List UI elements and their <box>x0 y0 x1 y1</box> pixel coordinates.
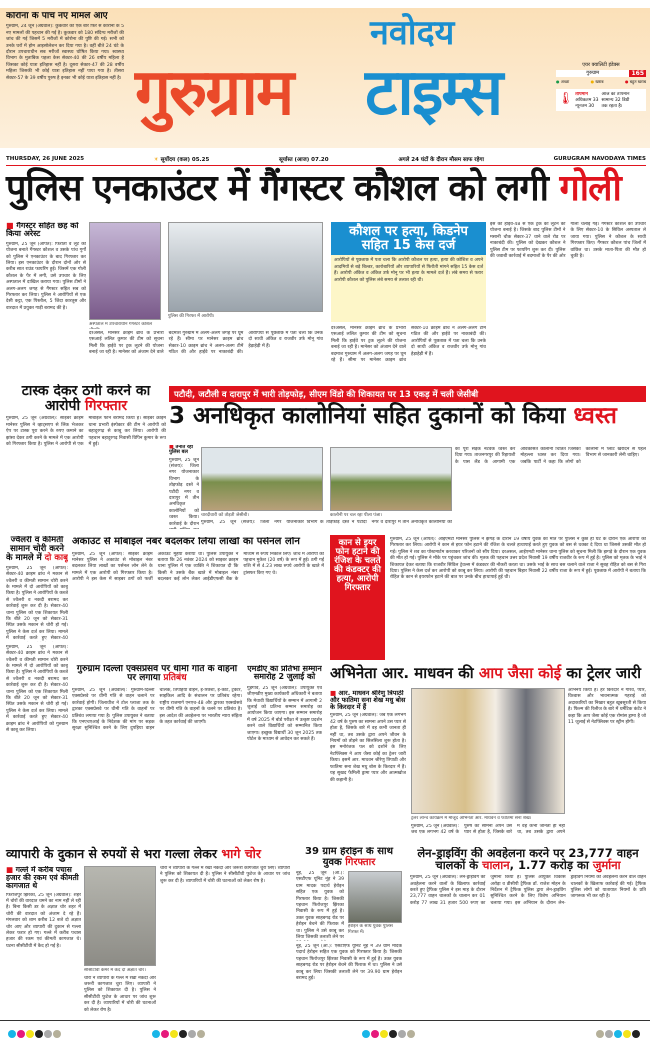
brand-top: नवोदय <box>370 13 455 53</box>
aqi-city: गुरुग्राम <box>556 70 629 77</box>
print-margin-line <box>0 1020 650 1021</box>
aqi-value: 165 <box>631 70 644 77</box>
lead-body-right: इस को हाईवे-48 से एक ट्रक को लूटने की योजना बनाई है। जिसके बाद पुलिस टीमों ने मसानी चौक सेक्टर-37 थाने वाले रोड पर नाकाबंदी की। पुलिस को देखकर कौशल ने पुलिस टीम पर फायरिंग शुरू कर दी। पुलिस की जवाबी कार्रवाई में बदमाशों के पैर की ओर गोली चलाई गई। गैंगस्टर कौशल को उपचार के लिए सेक्टर-10 के सिविल अस्पताल ले जाया गया। पुलिस ने कौशल के साथी गिरफ्तार किए। गैंगस्टर कौशल पांच जिलों में वांछित था। उसके माता-पिता की मौत हो चुकी है। <box>490 222 646 260</box>
jewelry-body: गुरुग्राम, 25 जून (अर्पित): सेक्टर-40 क्राइम ब्रांच ने मकान से ज्वैलरी व कीमती सामान चोरी करने के मामले में दो आरोपियों को काबू किया है। पुलिस ने आरोपियों के कब्जे से ज्वैलरी व नकदी बरामद कर कार्रवाई शुरू कर दी है। सेक्टर-40 थाना पुलिस को एक शिकायत मिली कि बीते 20 जून को सेक्टर-31 स्थित उसके मकान से चोरी हो गई। पुलिस ने केस दर्ज कर लिया। मामले में कार्रवाई करते हुए सेक्टर-40 <box>6 565 68 642</box>
demolition-body-bottom: गुरुग्राम, 25 जून (संजय): जिला नगर योजनाकार विभाग के तोड़फोड़ दस्ते ने पटौदी नगर व दारापुर में तीन अनधिकृत कालोनियों को <box>201 520 452 525</box>
heroin-body-bottom: नूंह, 25 जून (आ.): एसटीएफ यूनिट नूंह ने 39 ग्राम मादक पदार्थ हेरोइन सहित एक युवक को गिरफ्तार किया है। जिसकी पहचान फिरोजपुर झिरका निवासी के रूप में हुई है। उक्त युवक साहबगढ़ रोड पर हेरोइन बेचने की फिराक में था। पुलिस ने उसे काबू कर लिया जिसकी तलाशी लेने पर 39.90 ग्राम हेरोइन बरामद हुई। <box>296 944 402 982</box>
corona-brief <box>6 12 124 124</box>
corona-body: गुरुग्राम, 24 जून (अग्रवाल): कुकवार को एक बार फिर से कोरोना के 5 नए मामलों की पहचान की गई है। कुकवार को 180 संदिग्ध मरीजों की जांच की गई जिसमें 5 मरीजों में कोरोना की पुष्टि की गई। सभी को उनके घरों में होम आइसोलेशन कर दिया गया है। वहीं बीते 24 घंटे के दौरान उपचाराधीन सब मरीजों स्वास्थ्य घोषित किया गया। स्वास्थ्य विभाग के मुताबिक पहला केस सेक्टर-40 की 26 वर्षीय महिला है जिसका कोई यात्रा इतिहास नहीं है। दूसरा सेक्टर-47 की 28 वर्षीय महिला जिसकी भी कोई यात्रा इतिहास नहीं पाया गया है। तीसरा सेक्टर-57 के 39 वर्षीय पुरुष है इनका भी कोई यात्रा इतिहास नहीं है। <box>6 24 124 81</box>
lead-body-continued: दरअसल, मानेसर क्राइम ब्रांच के प्रभारी एसआई ललित कुमार की टीम को सूचना मिली कि हाईवे पर ट्रक लूटने की योजना बनाई जा रही है। मानेसर को अंजाम देने वाले बदमाश गुरुग्राम में अलग-अलग जगह पर घूम रहे हैं। सीमा पर मानेसर क्राइम ब्रांच सेक्टर-10 क्राइम ब्रांच ने अलग-अलग टीमें गठित की और हाईवे पर नाकाबंदी की। आरोपियों से पूछताछ में पता चला कि उनके दो साथी अंकित व राजवीर उर्फ मोनू गांव हेड़ाहेड़ी में हैं। <box>89 331 323 356</box>
madhavan-photo-caption: ट्रेलर लॉन्च कार्यक्रम में मौजूद अभिनेता आर. माधवन व फातिमा सना शेख। <box>411 816 532 821</box>
theft-headline: व्यापारी के दुकान से रुपयों से भरा गल्ला लेकर भागे चोर <box>6 846 262 861</box>
color-registration-marks-2 <box>152 1023 206 1042</box>
temp-min: न्यूनतम 30 <box>575 104 595 109</box>
task-headline: टास्क देकर ठगी करने का आरोपी गिरफ्तार <box>21 384 151 414</box>
demolition-photo-1 <box>201 447 323 511</box>
lead-body: गुरुग्राम, 25 जून (अर्पित): फिरौती व लूट की योजना बनाते गैंगस्टर कौशल व उसके पांच गुर्गों को पुलिस ने एनकाउंटर के बाद गिरफ्तार कर लिया। इस एनकाउंटर के दौरान दोनों ओर से करीब सात राउंड फायरिंग हुई। जिसमें एक गोली कौशल के पैर में लगी, उसे उपचार के लिए अस्पताल में दाखिल कराया गया। पुलिस टीमों ने अलग-अलग जगह से गैंगस्टर सहित सब को गिरफ्तार कर लिया। पुलिस ने आरोपियों से एक देसी कट्टा, एक पिस्तौल, 5 जिंदा कारतूस और वारदात में प्रयुक्त गाड़ी बरामद की है। <box>6 241 86 311</box>
madhavan-headline: अभिनेता आर. माधवन की आप जैसा कोई का ट्रेलर जारी <box>330 664 642 682</box>
madhavan-sub: ■ आर. माधवन श्रीरेणु त्रिपाठी और फातिमा सना शेख मधु बोस के किरदार में हैं <box>330 690 406 710</box>
challan-headline: लेन-ड्राइविंग की अवहेलना करने पर 23,777 वाहन चालकों के चालान, 1.77 करोड़ का जुर्माना <box>417 847 639 873</box>
heroin-body: नूंह, 25 जून (आ.): एसटीएफ यूनिट नूंह ने 39 ग्राम मादक पदार्थ हेरोइन सहित एक युवक को गिरफ्तार किया है। जिसकी पहचान फिरोजपुर झिरका निवासी के रूप में हुई है। उक्त युवक साहबगढ़ रोड पर हेरोइन बेचने की फिराक में था। पुलिस ने उसे काबू कर लिया जिसकी तलाशी लेने पर <box>296 871 344 941</box>
demolition-photo1-caption: चारदीवारी को तोड़ती जेसीबी। <box>201 513 249 518</box>
sun-icon: ☀ <box>153 156 159 163</box>
mda-body: गुड़गांव, 25 जून (अग्रवाल): उपायुक्त एवं जीएमडीए मुख्य कार्यकारी अधिकारी ने बताया कि मेधावी विद्यार्थियों के सम्मान में आगामी 2 जुलाई को प्रतिभा सम्मान समारोह का आयोजन किया जाएगा। इस सम्मान समारोह में वर्ष 2025 में बोर्ड परीक्षा में उत्कृष्ट प्रदर्शन करने वाले विद्यार्थियों को सम्मानित किया जाएगा। इच्छुक विद्यार्थी 30 जून 2025 तक पोर्टल के माध्यम से आवेदन कर सकते हैं। <box>247 685 322 743</box>
lead-photo2-caption: पुलिस की गिरफ्त में आरोपी। <box>168 314 215 319</box>
temp-title: तापमान <box>575 92 588 97</box>
theft-sub: ■ गल्ले में करीब पचास हजार की रकम एवं कीमती कागजात थे <box>6 866 81 890</box>
heroin-photo <box>348 871 402 923</box>
brand-right: टाइम्स <box>365 56 502 130</box>
task-body: गुरुग्राम, 25 जून (अग्रवाल): साइबर क्राइम मानेसर पुलिस ने व्हाट्सएप से लिंक भेजकर ऐप पर टास्क पूरा करने के रुपए कमाने का झांसा देकर ठगी करने के मामले में एक आरोपी को गिरफ्तार किया है। पुलिस ने आरोपी से एक मोबाइल फोन बरामद किया है। साइबर क्राइम थाना प्रभारी इंस्पेक्टर की टीम ने आरोपी को बहादुरगढ़ से काबू कर लिया। आरोपी की पहचान बहादुरगढ़ निवासी विपिन कुमार के रूप में हुई। <box>6 416 166 447</box>
lead-infobox <box>331 222 486 322</box>
madhavan-photo <box>411 688 565 814</box>
loan-headline: अकाउंट से मोबाइल नंबर बदलकर लिया लाखों का पर्सनल लोन <box>72 537 300 547</box>
demolition-photo2-caption: कालोनी पर चल रहा पीला पंजा। <box>330 513 383 518</box>
aqi-legend-bad: ● खराब <box>590 79 604 84</box>
mda-headline: एमडीए का प्रतिभा सम्मान समारोह 2 जुलाई को <box>247 665 322 682</box>
masthead <box>0 8 650 148</box>
demolition-photo-2 <box>330 447 452 511</box>
lead-headline: पुलिस एनकाउंटर में गैंगस्टर कौशल को लगी गोली <box>6 168 621 209</box>
lead-body-bottom: दरअसल, मानेसर क्राइम ब्रांच के प्रभारी एसआई ललित कुमार की टीम को सूचना मिली कि हाईवे पर ट्रक लूटने की योजना बनाई जा रही है। मानेसर को अंजाम देने वाले बदमाश गुरुग्राम में अलग-अलग जगह पर घूम रहे हैं। सीमा पर मानेसर क्राइम ब्रांच सेक्टर-10 क्राइम ब्रांच ने अलग-अलग टीमें गठित की और हाईवे पर नाकाबंदी की। आरोपियों से पूछताछ में पता चला कि उनके दो साथी अंकित व राजवीर उर्फ मोनू गांव हेड़ाहेड़ी में हैं। <box>331 326 486 364</box>
corona-headline: कोरोना के पांच नए मामले आए <box>6 12 108 21</box>
lead-photo-accused <box>168 222 323 312</box>
jewelry-headline: ज्वैलरी व कीमती सामान चोरी करने के मामले में दो काबू <box>6 536 68 563</box>
challan-body: गुरुग्राम, 25 जून (अग्रवाल): लेन-ड्राइविंग की अवहेलना करने वालों के खिलाफ कार्रवाई करते हुए ट्रैफिक पुलिस ने इस माह के दौरान 23,777 वाहन चालकों के चालान कर 01 करोड़ 77 लाख 31 हजार 500 रुपए का जुर्माना किया है। पुलिस आयुक्त विकास अरोड़ा व डीसीपी ट्रैफिक डॉ. राजेश मोहन के निर्देशन में ट्रैफिक पुलिस द्वारा लेन-ड्राइविंग सुनिश्चित करने के लिए विशेष अभियान चलाया गया। इस अभियान के दौरान लेन-ड्राइविंग नियमों की अवहेलना करने वाले वाहन चालकों के खिलाफ कार्रवाई की गई। ट्रैफिक पुलिस लोगों को यातायात नियमों के प्रति जागरूक भी कर रही है। <box>410 875 646 906</box>
thermometer-icon: 🌡 <box>558 91 574 105</box>
demolition-banner: पटौदी, जटौली व दारापुर में भारी तोड़फोड़, सीएम विंडो की शिकायत पर 13 एकड़ में चली जेसीबी <box>169 386 646 402</box>
brand-left: गुरुग्राम <box>135 56 293 130</box>
infobox-title: कौशल पर हत्या, किडनेप सहित 15 केस दर्ज <box>331 222 486 255</box>
color-registration-marks <box>8 1023 62 1042</box>
madhavan-body: गुरुग्राम, 25 जून (अग्रवाल): जब एक लगभग 42 वर्ष के पुरुष का सामना अपने उस प्यार से होता है, जिसके बारे में वह कभी जानता ही नहीं था, तब उसके द्वारा अपने जीवन के नियमों को तोड़ने का सिलसिला शुरू होता है। इस मनोरंजक पल को दर्शाने के लिए नेटफ्लिक्स ने आप जैसा कोई का ट्रेलर जारी किया। इसमें आर. माधवन श्रीरेणु त्रिपाठी और फातिमा सना शेख मधु बोस के किरदार में हैं। यह सुखद फैमिली ड्रामा प्यार और आत्मखोज की कहानी है। <box>330 713 406 783</box>
theft-body-mid: चोरों ने व्यापारी के गल्ले में रखी नकदी और जरूरी कागजात चुरा लिए। व्यापारी ने पुलिस को शिकायत दी है। पुलिस ने सीसीटीवी फुटेज के आधार पर जांच शुरू कर दी है। व्यापारियों में चोरी की घटनाओं को लेकर रोष है। <box>84 975 156 1012</box>
date: THURSDAY, 26 JUNE 2025 <box>6 155 85 162</box>
color-registration-marks-4 <box>596 1023 641 1042</box>
theft-cctv-photo <box>84 866 156 966</box>
theft-body-right: चोरों ने व्यापारी के गल्ले में रखी नकदी और जरूरी कागजात चुरा लिए। व्यापारी ने पुलिस को शिकायत दी है। पुलिस ने सीसीटीवी फुटेज के आधार पर जांच शुरू कर दी है। व्यापारियों में चोरी की घटनाओं को लेकर रोष है। <box>160 866 290 884</box>
theft-photo-caption: सीसीटीवी कैमरे में कैद दो अज्ञात चोर। <box>84 968 146 973</box>
weather-note: अगले 24 घंटों के दौरान मौसम साफ रहेगा <box>398 156 484 163</box>
demolition-body: गुरुग्राम, 25 जून (संजय): जिला नगर योजनाकार विभाग के तोड़फोड़ दस्ते ने पटौदी नगर व दारापुर में तीन अनधिकृत कालोनियों को ध्वस्त किया। कार्रवाई के दौरान <box>169 457 199 527</box>
heroin-headline: 39 ग्राम हेरोइन के साथ युवक गिरफ्तार <box>305 847 393 868</box>
color-registration-marks-3 <box>362 1023 416 1042</box>
lead-photo-hospital <box>89 222 161 320</box>
demolition-sub: ■ तैनात रहा पुलिस बल <box>169 445 199 456</box>
temp-forecast: आज का तापमान सामान्य 32 डिग्री तक रहता है। <box>601 92 630 109</box>
loan-body: गुरुग्राम, 25 जून (अर्पित): साइबर क्राइम मानेसर पुलिस ने अकाउंट से मोबाइल नंबर बदलकर लिया लाखों का पर्सनल लोन लेने के मामले में एक आरोपी को गिरफ्तार किया है। आरोपी ने इस केस में साइबर ठगों को फर्जी अकाउंट मुहैया कराया था। पुलिस उपायुक्त ने बताया कि 26 नवंबर 2024 को साइबर क्राइम थाना पुलिस में एक व्यक्ति ने शिकायत दी कि किसी ने उसके बैंक खाते में मोबाइल नंबर बदलकर कई लोन लेकर आईडीएफसी बैंक के माध्यम से रुपये निकाल लिए। जांच में आरोपी की पहचान मुकेश (20 वर्ष) के रूप में हुई। ठगी गई राशि में से 4.23 लाख रुपये आरोपी के खाते में ट्रांसफर किए गए थे। <box>72 551 324 583</box>
sunset: सूर्यास्त (आज) 07.20 <box>279 156 329 163</box>
infobox-body: आरोपियों से पूछताछ में पता चला कि आरोपी कौशल पर हत्या, हत्या की कोशिश व अपने आदमियों से बड़े बिल्डर, कारोबारियों और व्यापारियों से फिरौती मांगने सहित 15 केस दर्ज हैं। आरोपी अंकित व अंकित उर्फ मोनू पर भी हत्या के मामले दर्ज हैं। लंबे समय से फरार आरोपी कौशल को पुलिस लंबे समय से तलाश रही थी। <box>334 258 483 283</box>
aqi-title: एयर क्वालिटी इंडेक्स <box>582 62 620 68</box>
demolition-body-right: का पूरा सड़क नेटवर्क ध्वस्त कर दिया गया। ताजनगरपुर की रिहायशी के पास लैंड के आगामी एक अविकसित कालोनी चिंतित जिसका मोहल्ला ध्वस्त कर दिया गया। जबकि पार्टी ने कहा कि लोगों को कालोनी में प्लाट खरीदने से पहले विभाग से जानकारी लेनी चाहिए। <box>455 447 646 465</box>
madhavan-body-bottom: गुरुग्राम, 25 जून (अग्रवाल): जब एक लगभग 42 वर्ष के पुरुष का सामना अपने उस प्यार से होता है, जिसके बारे में वह कभी जानता ही नहीं था, तब उसके द्वारा अपने <box>411 824 565 836</box>
aqi-panel <box>556 62 646 111</box>
temp-max: अधिकतम 33 <box>575 98 599 103</box>
lead-subheadline: ■ गैंगस्टर सहित छह को किया अरेस्ट <box>6 222 86 239</box>
expressway-headline: गुरुग्राम दिल्ली एक्सप्रेसवे पर धीमी गति के वाहनों पर लगाया प्रतिबंध <box>76 665 238 684</box>
heroin-photo-caption: हेरोइन के साथ युवक पुलिस गिरफ्त में। <box>348 924 393 935</box>
lead-photo1-caption: अस्पताल में उपचाराधीन गैंगस्टर कौशल <box>89 322 153 327</box>
jewelry-body-continued: गुरुग्राम, 25 जून (अर्पित): सेक्टर-40 क्राइम ब्रांच ने मकान से ज्वैलरी व कीमती सामान चोरी करने के मामले में दो आरोपियों को काबू किया है। पुलिस ने आरोपियों के कब्जे से ज्वैलरी व नकदी बरामद कर कार्रवाई शुरू कर दी है। सेक्टर-40 थाना पुलिस को एक शिकायत मिली कि बीते 20 जून को सेक्टर-31 स्थित उसके मकान से चोरी हो गई। पुलिस ने केस दर्ज कर लिया। मामले में कार्रवाई करते हुए सेक्टर-40 क्राइम ब्रांच ने आरोपियों को गुरुग्राम से काबू कर लिया। <box>6 644 68 734</box>
sunrise: ☀ सूर्योदय (कल) 05.25 <box>153 156 210 163</box>
demolition-headline: 3 अनधिकृत कालोनियां सहित दुकानों को किया ध्वस्त <box>169 403 617 429</box>
theft-body: फिरोजपुर झिरका, 25 जून (अग्रवाल): शहर में चोरों की वारदात थमने का नाम नहीं ले रही है। बिना किसी डर के अज्ञात चोर शहर में चोरी की वारदात को अंजाम दे रहे हैं। मंगलवार को शाम करीब 12 बजे दो अज्ञात चोर आए और व्यापारी की दुकान से गल्ला लेकर फरार हो गए। गल्ले में करीब पचास हजार की रकम एवं कीमती कागजात थे। घटना सीसीटीवी में कैद हो गई है। <box>6 892 81 949</box>
aqi-legend-very-bad: ● बहुत खराब <box>625 79 646 84</box>
dateline <box>6 152 646 166</box>
murder-body: गुरुग्राम, 25 जून (अर्पित): आईएमटी मानेसर पुलिस ने झगड़े के दौरान 19 वर्षीय युवक की मौत पर पुलिस ने कुछ ही घंटे के दौरान एक आरोपी को गिरफ्तार कर लिया। आरोपी ने कान से इयर फोन हटाने की रंजिश के चलते हाथापाई करते हुए युवक को बस से धक्का दे दिया था जिससे उसकी मौत हो गई। पुलिस ने शव का पोस्टमार्टम करवाकर परिजनों को सौंप दिया। दरअसल, आईएमटी मानेसर थाना पुलिस को सूचना मिली कि झगड़े के दौरान एक युवक की मौत हो गई। पुलिस ने मौके पर पहुंचकर जांच की। मृतक की पहचान उत्तर प्रदेश निवासी 19 वर्षीय राजवीर के रूप में हुई है। पुलिस को मृतक के भाई ने शिकायत देकर बताया कि राजवीर सिविल ट्रेवल्स में कंडक्टर की नौकरी करता था। उसके भाई के साथ बस चलाने वाले राजा ने सुबह रोहित को बस से गिरा दिया। पुलिस ने केस दर्ज कर आरोपी को काबू कर लिया। आरोपी की पहचान बिहार निवासी 22 वर्षीय राजा के रूप में हुई। पूछताछ में आरोपी ने बताया कि रोहित के कान से इयरफोन हटाने की बात पर उनके बीच हाथापाई हुई थी। <box>390 537 646 581</box>
murder-headline-box: कान से इयर फोन हटाने की रंजिश के चलते की कंडक्टर की हत्या, आरोपी गिरफ्तार <box>330 535 385 660</box>
aqi-legend-good: ● अच्छा <box>556 79 570 84</box>
paper-name: GURUGRAM NAVODAYA TIMES <box>553 155 646 162</box>
expressway-body: गुरुग्राम, 25 जून (अग्रवाल): गुरुग्राम-दिल्ली एक्सप्रेसवे पर धीमी गति से वाहन चलाने पर कार्रवाई होगी। जिलाधीश ने टोल प्लाजा तक के द्वारका एक्सप्रेसवे पर धीमी गति के वाहनों पर प्रतिबंध लगाया गया है। पुलिस उपायुक्त ने बताया कि एनएचएआई के निदेशक की मांग पर सड़क सुरक्षा सुनिश्चित करने के लिए दुपहिया वाहन चालक, तिपहिया वाहन, ई-रिक्शा, ई-कार्ट, ट्रैक्टर, साइकिल आदि के संचालन पर प्रतिबंध रहेगा। राष्ट्रीय राजमार्ग एनएच-48 और द्वारका एक्सप्रेसवे पर धीमी गति के वाहनों के चलने पर प्रतिबंध है। इस आदेश की अवहेलना पर भारतीय न्याय संहिता के तहत कार्रवाई की जाएगी। <box>72 687 242 732</box>
madhavan-body-right: अभिनय किया है। हर किरदार ने गौरव, प्यार, विश्वास और भावनात्मक गहराई को अदाकारियों का निखार बहुत खूबसूरती से किया है। फिल्म की रिलीज के बारे में धर्मेटिक कंटेंट ने कहा कि आप जैसा कोई एक रोमांस ड्रामा है जो 11 जुलाई से नेटफ्लिक्स पर स्ट्रीम होगी। <box>568 688 646 726</box>
